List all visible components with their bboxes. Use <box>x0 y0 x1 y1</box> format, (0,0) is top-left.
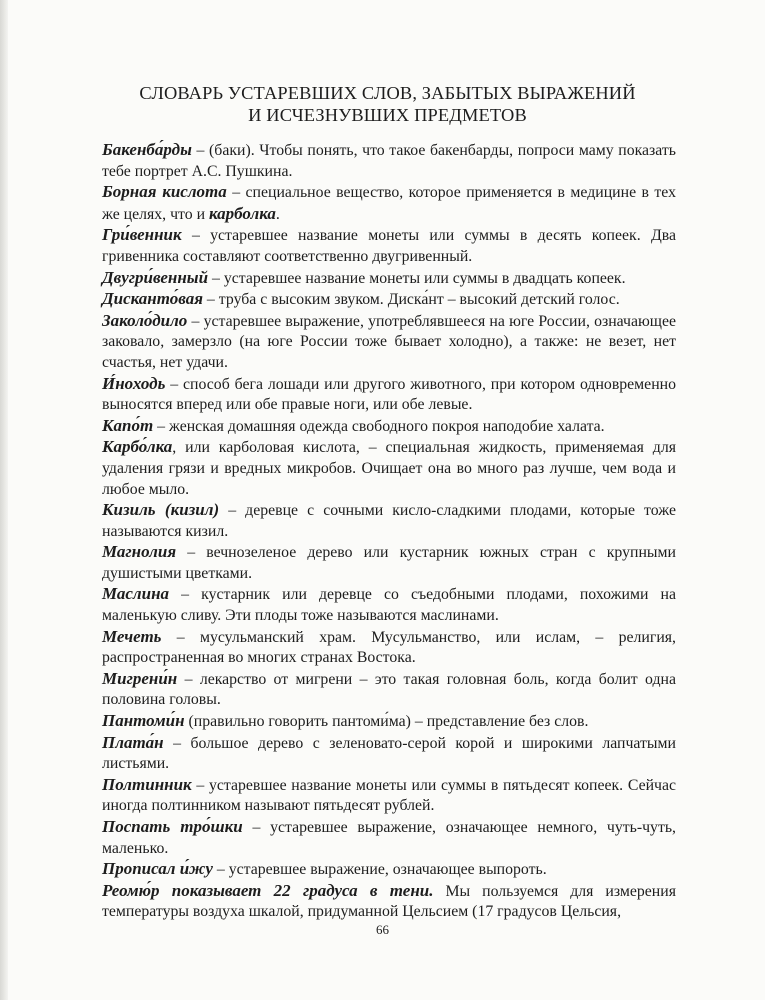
glossary-entry <box>102 584 676 626</box>
glossary-entry <box>102 881 676 923</box>
entry-definition: – устаревшее название монеты или суммы в десять копеек. Два гривенника составляют соответственно двугривенный. <box>102 227 676 265</box>
glossary-entries <box>102 140 676 923</box>
entry-term: Капо́т <box>102 415 154 435</box>
entry-term: Борная кислота <box>102 182 227 202</box>
entry-definition: – лекарство от мигрени – это такая головная боль, когда болит одна половина головы. <box>102 670 676 709</box>
page-number: 66 <box>376 922 389 937</box>
entry-term: Прописал и́жу <box>102 859 213 879</box>
entry-definition: – устаревшее выражение, означающее выпороть. <box>212 861 547 879</box>
entry-term: Магнолия <box>102 542 177 562</box>
entry-term: И́ноходь <box>102 373 166 393</box>
entry-term: Пантоми́н <box>102 711 185 731</box>
entry-term: Полтинник <box>102 774 192 794</box>
entry-term-reference: карболка <box>208 203 276 223</box>
glossary-entry <box>102 225 676 267</box>
glossary-entry <box>102 711 676 733</box>
entry-definition: – специальное вещество, которое применяется в медицине в тех же целях, что и <box>102 184 676 223</box>
entry-definition: Мы пользуемся для измерения температуры воздуха шкалой, придуманной Цельсием (17 градусов Цельсия, <box>102 882 676 921</box>
entry-definition: – способ бега лошади или другого животного, при котором одновременно выносятся вперед или обе правые ноги, или обе левые. <box>102 375 676 414</box>
entry-definition: – труба с высоким звуком. Диска́нт – высокий детский голос. <box>202 291 620 309</box>
entry-definition: (правильно говорить пантоми́ма) – представление без слов. <box>184 713 589 731</box>
glossary-entry <box>102 627 676 669</box>
entry-term: Маслина <box>102 584 170 604</box>
entry-term: Дисканто́вая <box>102 289 203 309</box>
glossary-entry <box>102 817 676 859</box>
entry-definition: – мусульманский храм. Мусульманство, или ислам, – религия, распространенная во многих странах Востока. <box>102 628 676 667</box>
page-edge-shadow <box>0 0 8 1000</box>
entry-definition: – устаревшее выражение, употреблявшееся на юге России, означающее заковало, замерзло (на юге России тоже бывает холодно), а также: не везет, нет счастья, нет удачи. <box>102 312 676 371</box>
entry-definition: – (баки). Чтобы понять, что такое бакенбарды, попроси маму показать тебе портрет А.С. Пушкина. <box>102 142 676 180</box>
glossary-entry <box>102 374 676 416</box>
entry-definition: – устаревшее название монеты или суммы в двадцать копеек. <box>208 269 626 287</box>
entry-term: Кизиль (кизил) <box>102 500 220 520</box>
title-line-2: И ИСЧЕЗНУВШИХ ПРЕДМЕТОВ <box>248 105 527 125</box>
entry-term: Двугри́венный <box>102 267 209 287</box>
entry-term: Плата́н <box>102 732 164 752</box>
glossary-entry <box>102 733 676 775</box>
entry-definition: – женская домашняя одежда свободного покроя наподобие халата. <box>153 417 605 435</box>
entry-term: Поспать тро́шки <box>102 817 243 836</box>
entry-definition: , или карболовая кислота, – специальная жидкость, применяемая для удаления грязи и вредных микробов. Очищает она во много раз лучше, чем вода и любое мыло. <box>102 439 676 498</box>
entry-term: Заколо́дило <box>102 310 188 330</box>
glossary-entry <box>102 437 676 500</box>
glossary-entry <box>102 182 676 225</box>
glossary-entry <box>102 775 676 817</box>
glossary-entry <box>102 416 676 438</box>
entry-definition: – устаревшее выражение, означающее немного, чуть-чуть, маленько. <box>102 819 676 857</box>
glossary-entry <box>102 542 676 584</box>
glossary-entry <box>102 140 676 182</box>
title-line-1: СЛОВАРЬ УСТАРЕВШИХ СЛОВ, ЗАБЫТЫХ ВЫРАЖЕНИЙ <box>139 83 636 103</box>
entry-term: Мигрени́н <box>102 668 178 688</box>
glossary-entry <box>102 268 676 290</box>
page-title <box>100 82 675 126</box>
entry-term: Бакенба́рды <box>102 140 192 159</box>
entry-definition: – вечнозеленое дерево или кустарник южных стран с крупными душистыми цветками. <box>102 544 676 582</box>
entry-definition-end: . <box>275 205 280 223</box>
entry-definition: – большое дерево с зеленовато-серой корой и широкими лапчатыми листьями. <box>102 734 676 773</box>
entry-term: Гри́венник <box>102 225 182 245</box>
glossary-entry <box>102 859 676 881</box>
glossary-entry <box>102 289 676 311</box>
entry-term: Мечеть <box>102 626 162 646</box>
entry-term: Реомю́р показывает 22 градуса в тени. <box>102 880 434 900</box>
entry-definition: – деревце с сочными кисло-сладкими плодами, которые тоже называются кизил. <box>102 502 676 540</box>
glossary-entry <box>102 500 676 542</box>
glossary-entry <box>102 669 676 711</box>
glossary-entry <box>102 311 676 374</box>
entry-definition: – кустарник или деревце со съедобными плодами, похожими на маленькую сливу. Эти плоды тоже называются маслинами. <box>102 586 676 625</box>
entry-term: Карбо́лка <box>102 437 173 457</box>
entry-definition: – устаревшее название монеты или суммы в пятьдесят копеек. Сейчас иногда полтинником называют пятьдесят рублей. <box>102 776 676 815</box>
